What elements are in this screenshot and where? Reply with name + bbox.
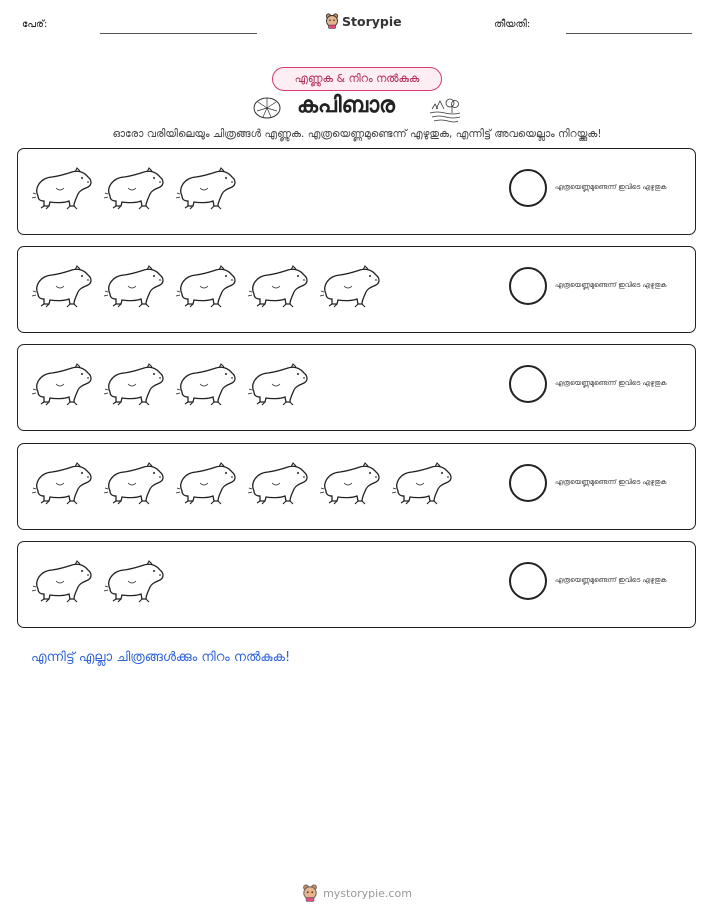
answer-circle[interactable] bbox=[509, 464, 547, 502]
capybara-icon bbox=[30, 264, 94, 310]
page-footer bbox=[0, 884, 714, 902]
capybara-icon bbox=[246, 264, 310, 310]
date-label: തീയതി: bbox=[494, 19, 531, 30]
capybara-icon bbox=[30, 362, 94, 408]
capybara-icon bbox=[102, 362, 166, 408]
capybara-icon bbox=[30, 461, 94, 507]
capybara-group bbox=[30, 362, 310, 408]
capybara-icon bbox=[246, 461, 310, 507]
capybara-icon bbox=[174, 264, 238, 310]
capybara-icon bbox=[102, 264, 166, 310]
date-write-line bbox=[566, 33, 692, 34]
pond-scene-icon bbox=[428, 95, 462, 123]
capybara-icon bbox=[390, 461, 454, 507]
capybara-icon bbox=[174, 166, 238, 212]
capybara-icon bbox=[30, 166, 94, 212]
storypie-mascot-icon bbox=[325, 13, 339, 29]
capybara-icon bbox=[102, 166, 166, 212]
answer-circle[interactable] bbox=[509, 562, 547, 600]
capybara-group bbox=[30, 166, 238, 212]
capybara-group bbox=[30, 264, 382, 310]
capybara-icon bbox=[102, 461, 166, 507]
capybara-icon bbox=[318, 264, 382, 310]
capybara-group bbox=[30, 559, 166, 605]
title-row bbox=[0, 93, 714, 125]
worksheet-header bbox=[0, 0, 714, 50]
name-label: പേര്: bbox=[22, 19, 48, 30]
counting-row bbox=[17, 443, 696, 530]
brand-name: Storypie bbox=[342, 13, 402, 29]
answer-hint: എത്രയെണ്ണമുണ്ടെന്ന് ഇവിടെ എഴുതുക bbox=[555, 281, 667, 289]
capybara-icon bbox=[30, 559, 94, 605]
capybara-group bbox=[30, 461, 454, 507]
capybara-icon bbox=[102, 559, 166, 605]
instruction-text: ഓരോ വരിയിലെയും ചിത്രങ്ങൾ എണ്ണുക. എത്രയെണ്ണമുണ്ടെന്ന് എഴുതുക, എന്നിട്ട് അവയെല്ലാം നിറയ്ക്കുക! bbox=[112, 128, 602, 140]
page-title: കപിബാര bbox=[297, 93, 395, 118]
answer-circle[interactable] bbox=[509, 365, 547, 403]
counting-row bbox=[17, 344, 696, 431]
storypie-mascot-icon bbox=[302, 884, 318, 902]
answer-hint: എത്രയെണ്ണമുണ്ടെന്ന് ഇവിടെ എഴുതുക bbox=[555, 478, 667, 486]
capybara-icon bbox=[318, 461, 382, 507]
footer-url: mystorypie.com bbox=[323, 886, 412, 900]
counting-row bbox=[17, 148, 696, 235]
activity-badge: എണ്ണുക & നിറം നൽകുക bbox=[272, 67, 442, 91]
capybara-icon bbox=[174, 362, 238, 408]
answer-circle[interactable] bbox=[509, 267, 547, 305]
answer-hint: എത്രയെണ്ണമുണ്ടെന്ന് ഇവിടെ എഴുതുക bbox=[555, 183, 667, 191]
counting-row bbox=[17, 246, 696, 333]
counting-row bbox=[17, 541, 696, 628]
lily-pad-icon bbox=[252, 95, 282, 121]
capybara-icon bbox=[246, 362, 310, 408]
answer-hint: എത്രയെണ്ണമുണ്ടെന്ന് ഇവിടെ എഴുതുക bbox=[555, 379, 667, 387]
answer-circle[interactable] bbox=[509, 169, 547, 207]
color-instruction: എന്നിട്ട് എല്ലാ ചിത്രങ്ങൾക്കും നിറം നൽകുക! bbox=[31, 650, 291, 665]
answer-hint: എത്രയെണ്ണമുണ്ടെന്ന് ഇവിടെ എഴുതുക bbox=[555, 576, 667, 584]
brand-logo bbox=[325, 13, 402, 29]
name-write-line bbox=[100, 33, 257, 34]
capybara-icon bbox=[174, 461, 238, 507]
